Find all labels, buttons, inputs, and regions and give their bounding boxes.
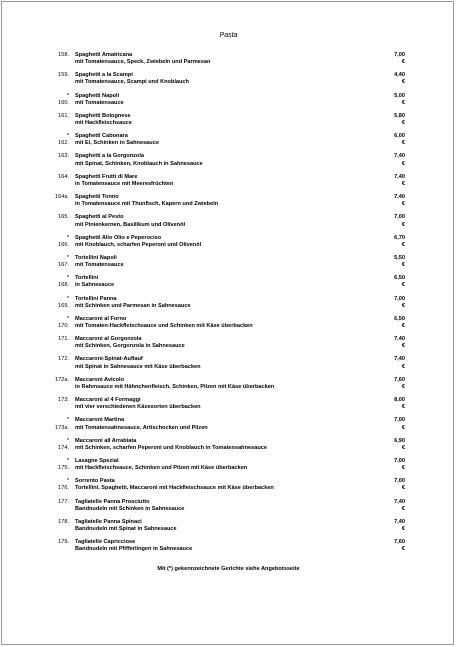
menu-item-price: 7,60 <box>394 376 405 383</box>
menu-item <box>0 499 457 519</box>
menu-item-number: * <box>66 133 69 140</box>
menu-item-description: Tortellini, Spaghetti, Maccaroni mit Hackfleischsauce mit Käse überbacken <box>75 485 274 492</box>
menu-item-name: Lasagne Spezial <box>75 457 119 464</box>
menu-item-currency: € <box>401 99 405 106</box>
menu-item-price: 6,90 <box>394 437 405 444</box>
menu-item <box>0 194 457 214</box>
menu-item-number: 171. <box>58 336 69 343</box>
menu-item-number-second: 168. <box>58 282 69 289</box>
menu-item-number: * <box>66 275 69 282</box>
menu-item-price: 7,40 <box>394 336 405 343</box>
menu-item-currency: € <box>401 383 405 390</box>
menu-item-name: Spaghetti Alio Olio e Peperociso <box>75 234 162 241</box>
page-title: Pasta <box>219 32 238 39</box>
menu-item-name: Maccaroni all Arrabiata <box>75 437 137 444</box>
menu-item <box>0 235 457 255</box>
menu-item-name: Spaghetti Tonno <box>75 194 119 201</box>
menu-item-number: * <box>66 437 69 444</box>
menu-item-number: 164a. <box>55 194 69 201</box>
menu-item <box>0 52 457 72</box>
menu-item-currency: € <box>401 505 405 512</box>
menu-item <box>0 255 457 275</box>
menu-item-name: Tortellini <box>75 275 99 282</box>
menu-item <box>0 275 457 295</box>
menu-item-price: 7,60 <box>394 539 405 546</box>
menu-item-name: Sorrento Pasta <box>75 478 115 485</box>
menu-item-description: mit Schinken, Gorgonzola in Sahnesauce <box>75 343 185 350</box>
menu-item-number-second: 160. <box>58 99 69 106</box>
menu-item-name: Tagliatelle Panna Spinaci <box>75 518 142 525</box>
menu-item-currency: € <box>401 526 405 533</box>
menu-item-currency: € <box>401 404 405 411</box>
menu-item-currency: € <box>401 241 405 248</box>
menu-item-description: mit Ei, Schinken in Sahnesauce <box>75 140 159 147</box>
menu-item-price: 7,00 <box>394 295 405 302</box>
menu-item-currency: € <box>401 485 405 492</box>
menu-item-number: 179. <box>58 539 69 546</box>
menu-item-description: mit Knoblauch, scharfen Peperoni und Olivenöl <box>75 241 202 248</box>
menu-item-number-second: 169. <box>58 302 69 309</box>
menu-item-currency: € <box>401 160 405 167</box>
menu-item-name: Maccaroni al 4 Formaggi <box>75 397 141 404</box>
menu-item-number: 172a. <box>55 376 69 383</box>
menu-item-price: 4,40 <box>394 72 405 79</box>
menu-item <box>0 113 457 133</box>
menu-item-number-second: 166. <box>58 241 69 248</box>
menu-item-price: 6,70 <box>394 234 405 241</box>
menu-item <box>0 519 457 539</box>
footnote: Mit (*) gekennzeichnete Gerichte siehe Angebotsseite <box>157 566 300 572</box>
menu-item-description: in Sahnesauce <box>75 282 115 289</box>
menu-item-name: Tortellini Napoli <box>75 254 117 261</box>
menu-item-number: * <box>66 417 69 424</box>
menu-item-number: * <box>66 457 69 464</box>
menu-item <box>0 72 457 92</box>
menu-item-name: Maccaroni Avicolo <box>75 376 125 383</box>
menu-item-price: 7,40 <box>394 518 405 525</box>
menu-item-number: * <box>66 234 69 241</box>
menu-item <box>0 356 457 376</box>
menu-item-number-second: 174. <box>58 444 69 451</box>
menu-item-currency: € <box>401 323 405 330</box>
menu-item <box>0 93 457 113</box>
menu-item-number: 177. <box>58 498 69 505</box>
menu-item <box>0 539 457 559</box>
menu-item-number: * <box>66 92 69 99</box>
menu-item-currency: € <box>401 302 405 309</box>
menu-item-name: Maccaroni al Forno <box>75 315 127 322</box>
menu-item-price: 7,40 <box>394 194 405 201</box>
menu-item-number: 173. <box>58 397 69 404</box>
menu-item-number: * <box>66 478 69 485</box>
menu-item-currency: € <box>401 343 405 350</box>
menu-item-number-second: 167. <box>58 262 69 269</box>
menu-item <box>0 377 457 397</box>
menu-item-currency: € <box>401 180 405 187</box>
menu-item-description: mit Hackfleischsauce, Schinken und Pilzen mit Käse überbacken <box>75 465 248 472</box>
menu-item-description: mit Tomatensauce, Speck, Zwiebeln und Parmesan <box>75 59 211 66</box>
menu-item-price: 7,00 <box>394 457 405 464</box>
menu-item-price: 5,50 <box>394 254 405 261</box>
menu-item-number-second: 176. <box>58 485 69 492</box>
menu-item-currency: € <box>401 282 405 289</box>
menu-item-price: 8,00 <box>394 397 405 404</box>
menu-item-number: 159. <box>58 72 69 79</box>
menu-item-description: mit Pinienkernen, Basilikum und Olivenöl <box>75 221 186 228</box>
menu-item-name: Spaghetti Amatricana <box>75 52 133 58</box>
menu-item <box>0 174 457 194</box>
menu-item-currency: € <box>401 79 405 86</box>
menu-item <box>0 417 457 437</box>
menu-item-number-second: 175. <box>58 465 69 472</box>
menu-item-description: mit Schinken und Parmesan in Sahnesauce <box>75 302 191 309</box>
menu-item <box>0 214 457 234</box>
menu-item <box>0 316 457 336</box>
menu-item-name: Spaghetti Cabonara <box>75 133 128 140</box>
menu-item-price: 7,40 <box>394 498 405 505</box>
menu-item-description: mit Hackfleischsauce <box>75 120 132 127</box>
menu-item-number: 165. <box>58 214 69 221</box>
menu-item-description: in Tomatensauce mit Meeresfrüchten <box>75 180 174 187</box>
menu-item-currency: € <box>401 120 405 127</box>
menu-item-description: mit Tomatensauce <box>75 262 124 269</box>
menu-item-name: Spaghetti Napoli <box>75 92 120 99</box>
menu-item-name: Maccaroni Martina <box>75 417 125 424</box>
menu-item-description: Bandnudeln mit Spinat in Sahnesauce <box>75 526 177 533</box>
menu-item <box>0 133 457 153</box>
menu-item-number: * <box>66 315 69 322</box>
menu-item-description: mit Schinken, scharfen Peperoni und Knoblauch in Tomatensahnesauce <box>75 444 267 451</box>
menu-item-number: * <box>66 254 69 261</box>
menu-item-name: Tagliatelle Capricciose <box>75 539 136 546</box>
menu-item-price: 6,00 <box>394 133 405 140</box>
menu-item-description: mit Tomatensauce, Scampi und Knoblauch <box>75 79 189 86</box>
menu-item-currency: € <box>401 465 405 472</box>
menu-item <box>0 397 457 417</box>
menu-item-price: 5,80 <box>394 112 405 119</box>
menu-item <box>0 478 457 498</box>
menu-item-number: 161. <box>58 112 69 119</box>
menu-item-currency: € <box>401 546 405 553</box>
menu-item-number-second: 162. <box>58 140 69 147</box>
menu-item-description: in Rahmsauce mit Hähnchenfleisch, Schinken, Pilzen mit Käse überbacken <box>75 383 275 390</box>
menu-list <box>0 52 457 559</box>
menu-item-price: 7,00 <box>394 417 405 424</box>
menu-item-price: 6,50 <box>394 315 405 322</box>
menu-item-price: 6,50 <box>394 275 405 282</box>
menu-item <box>0 336 457 356</box>
menu-item-currency: € <box>401 59 405 66</box>
menu-item-currency: € <box>401 140 405 147</box>
menu-item-name: Spaghetti a la Gorgonzola <box>75 153 144 160</box>
menu-item-number: 164. <box>58 173 69 180</box>
menu-item-name: Spaghetti Bolognese <box>75 112 131 119</box>
menu-item-currency: € <box>401 201 405 208</box>
menu-item-currency: € <box>401 424 405 431</box>
menu-item-price: 5,00 <box>394 92 405 99</box>
menu-item-number-second: 173a. <box>55 424 69 431</box>
menu-item-number: * <box>66 295 69 302</box>
menu-item-description: mit vier verschiedenen Käsesorten überbacken <box>75 404 201 411</box>
menu-item-name: Maccaroni-Spinat-Auflauf <box>75 356 143 363</box>
menu-item-name: Spaghetti a la Scampi <box>75 72 133 79</box>
menu-item-name: Maccaroni al Gorgonzola <box>75 336 142 343</box>
menu-item-price: 7,00 <box>394 52 405 58</box>
menu-item-currency: € <box>401 444 405 451</box>
menu-item-price: 7,00 <box>394 478 405 485</box>
menu-item-currency: € <box>401 262 405 269</box>
menu-item-name: Tagliatelle Panna Prosciutto <box>75 498 150 505</box>
menu-item-price: 7,40 <box>394 153 405 160</box>
menu-item-description: mit Tomaten-Hackfleischsauce und Schinken mit Käse überbacken <box>75 323 253 330</box>
menu-item-description: mit Tomatensauce <box>75 99 124 106</box>
menu-item <box>0 458 457 478</box>
menu-item-currency: € <box>401 221 405 228</box>
menu-item <box>0 296 457 316</box>
menu-item-description: mit Tomatensahnesauce, Artischocken und Pilzen <box>75 424 208 431</box>
menu-item-number: 163. <box>58 153 69 160</box>
menu-item-description: in Tomatensauce mit Thunfisch, Kapern und Zwiebeln <box>75 201 219 208</box>
menu-item-price: 7,00 <box>394 214 405 221</box>
menu-item-price: 7,40 <box>394 356 405 363</box>
menu-item-name: Spaghetti Frutti di Mare <box>75 173 138 180</box>
menu-item-description: mit Spinat, Schinken, Knoblauch in Sahnesauce <box>75 160 203 167</box>
menu-item-name: Tortellini Panna <box>75 295 117 302</box>
menu-item <box>0 438 457 458</box>
menu-item-number-second: 170. <box>58 323 69 330</box>
menu-item-number: 158. <box>58 52 69 58</box>
menu-item-price: 7,40 <box>394 173 405 180</box>
menu-item-description: Bandnudeln mit Pfifferlingen in Sahnesauce <box>75 546 193 553</box>
menu-item-description: Bandnudeln mit Schinken in Sahnesauce <box>75 505 185 512</box>
menu-item-number: 178. <box>58 518 69 525</box>
menu-item-description: mit Spinat in Sahnesauce mit Käse überbacken <box>75 363 201 370</box>
menu-item-name: Spaghetti al Pesto <box>75 214 124 221</box>
menu-item-number: 172. <box>58 356 69 363</box>
menu-item-currency: € <box>401 363 405 370</box>
menu-item <box>0 153 457 173</box>
